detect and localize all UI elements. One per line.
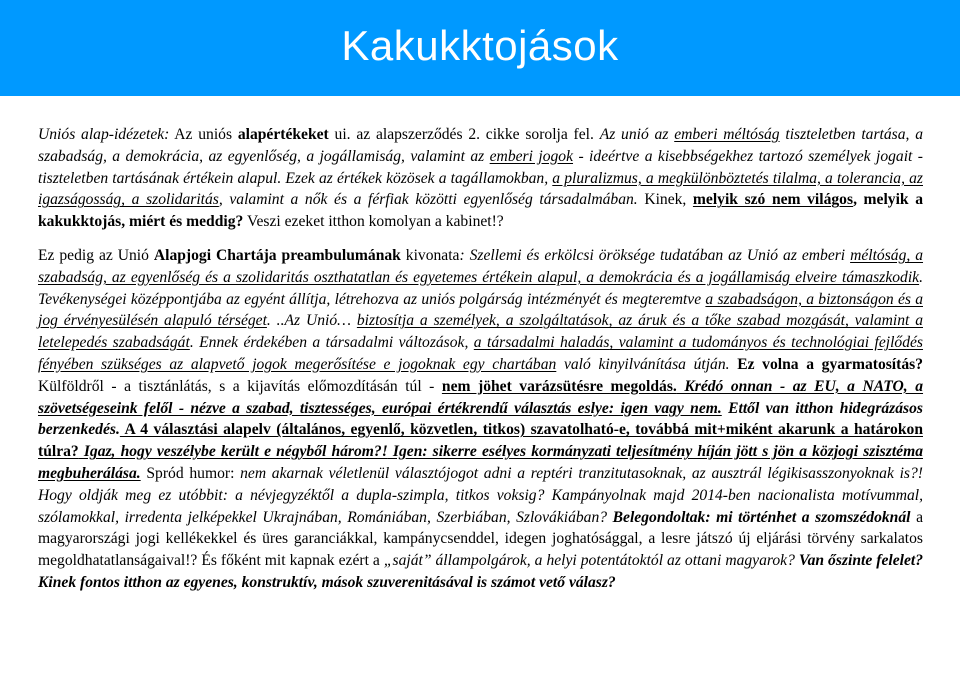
text-span: Ez volna a gyarmatosítás? xyxy=(729,355,923,373)
text-span: emberi méltóság xyxy=(674,126,780,143)
text-span: . Ennek érdekében a társadalmi változások, xyxy=(189,334,474,352)
text-span: Ettől van itthon hidegrázásos berzenkedés. xyxy=(38,399,923,439)
text-span: Az uniós xyxy=(169,126,238,143)
text-span: Igen: sikerre esélyes kormányzati teljesítmény híján jött s jön a közjogi szisztéma megbuherálása. xyxy=(38,443,924,482)
text-span: , melyik a kakukktojás, miért és meddig? xyxy=(38,191,923,231)
text-span: . Tevékenységei középpontjába az egyént állítja, létrehozva az uniós polgárság intézményét és megteremtve xyxy=(38,268,923,308)
text-span: a szabadságon, a biztonságon és a jog érvényesülésén alapuló térséget xyxy=(38,290,923,330)
text-span: Az unió az xyxy=(599,126,675,143)
text-span: Ez pedig az Unió xyxy=(38,246,154,264)
text-span: Krédó onnan - az EU, a NATO, a szövetségeseink felől - nézve a szabad, tisztességes, európai értékrendű választás eslye: igen vagy nem. xyxy=(38,377,924,417)
slide-body xyxy=(38,124,923,594)
slide-title: Kakukktojások xyxy=(341,22,619,69)
text-span: A 4 választási alapelv (általános, egyenlő, közvetlen, titkos) szavatolható-e, továbbá mit+miként akarunk a határokon túlra? xyxy=(38,421,923,461)
paragraph-charter-preamble xyxy=(38,245,923,594)
text-span: méltóság, a szabadság, az egyenlőség és a szolidaritás oszthatatlan és egyetemes értékein alapul, a demokrácia és a jogállamiság elveire támaszkodik xyxy=(38,246,924,286)
text-span: nem akarnak véletlenül választójogot adni a reptéri tranzitutasoknak, az ausztrál légikisasszonyoknak is?! Hogy oldják meg ez utóbbit: a névjegyzéktől a dupla-szimpla, titkos voksig? Kampányolnak majd 2014-ben nacionalista motívummal, szólamokkal, irredenta jelképekkel Ukrajnában, Romániában, Szerbiában, Szlovákiában? xyxy=(38,464,923,526)
text-span: a pluralizmus, a megkülönböztetés tilalma, a tolerancia, az igazságosság, a szolidaritás xyxy=(38,169,923,209)
text-span: tiszteletben tartása, a szabadság, a demokrácia, az egyenlőség, a jogállamiság, valamint az xyxy=(38,126,923,165)
text-span: kivonata xyxy=(400,246,460,264)
text-span: nem jöhet varázsütésre megoldás. xyxy=(441,377,677,395)
text-span: : Szellemi és erkölcsi öröksége tudatában az Unió az emberi xyxy=(459,246,851,264)
text-span: melyik szó nem világos xyxy=(692,191,854,209)
text-span: emberi jogok xyxy=(489,147,574,165)
text-span: „saját” állampolgárok, a helyi potentátoktól az ottani magyarok? xyxy=(383,552,795,570)
text-span: , valamint a tudományos és technológiai fejlődés fényében szükséges az alapvető jogok megerősítése e jogoknak egy chartában xyxy=(38,334,924,373)
text-span: Külföldről - a tisztánlátás, s a kijavítás előmozdításán túl - xyxy=(38,377,442,395)
text-span: - ideértve a kisebbségekhez tartozó személyek jogait - tiszteletben tartásának értékein alapul. Ezek az értékek közösek a tagállamokban, xyxy=(38,147,923,187)
text-span: Alapjogi Chartája preambulumának xyxy=(153,246,401,264)
text-span: Belegondoltak: mi történhet a szomszédoknál xyxy=(607,508,911,526)
text-span: Kinek, xyxy=(637,191,693,209)
text-span: alapértékeket xyxy=(237,126,329,143)
text-span: Veszi ezeket itthon komolyan a kabinet!? xyxy=(243,213,504,231)
text-span: biztosítja a személyek, a szolgáltatások, az áruk és a tőke szabad mozgását, valamint a letelepedés szabadságát xyxy=(38,312,923,352)
text-span: Uniós alap-idézetek: xyxy=(38,126,170,143)
text-span: Igaz, hogy veszélybe került e négyből három?! xyxy=(78,443,388,461)
text-span: Spród humor: xyxy=(140,464,241,482)
text-span: . ..Az Unió… xyxy=(266,312,357,330)
text-span: ui. az alapszerződés 2. cikke sorolja fel. xyxy=(328,126,600,143)
paragraph-eu-values xyxy=(38,124,923,233)
title-banner xyxy=(0,0,960,96)
text-span: való kinyilvánítása útján. xyxy=(556,355,730,373)
text-span: Van őszinte felelet? Kinek fontos itthon az egyenes, konstruktív, mások szuverenitásával is számot vető válasz? xyxy=(38,552,924,591)
text-span: , valamint a nők és a férfiak közötti egyenlőség társadalmában. xyxy=(218,191,638,209)
text-span: a társadalmi haladás xyxy=(473,334,610,352)
text-span: a magyarországi jogi kellékekkel és üres garanciákkal, kampánycsenddel, idegen joghatósággal, a lesre játszó új eljárási törvény sarkalatos megoldhatatlanságaival!? És főként mit kapnak ezért a xyxy=(38,508,923,570)
